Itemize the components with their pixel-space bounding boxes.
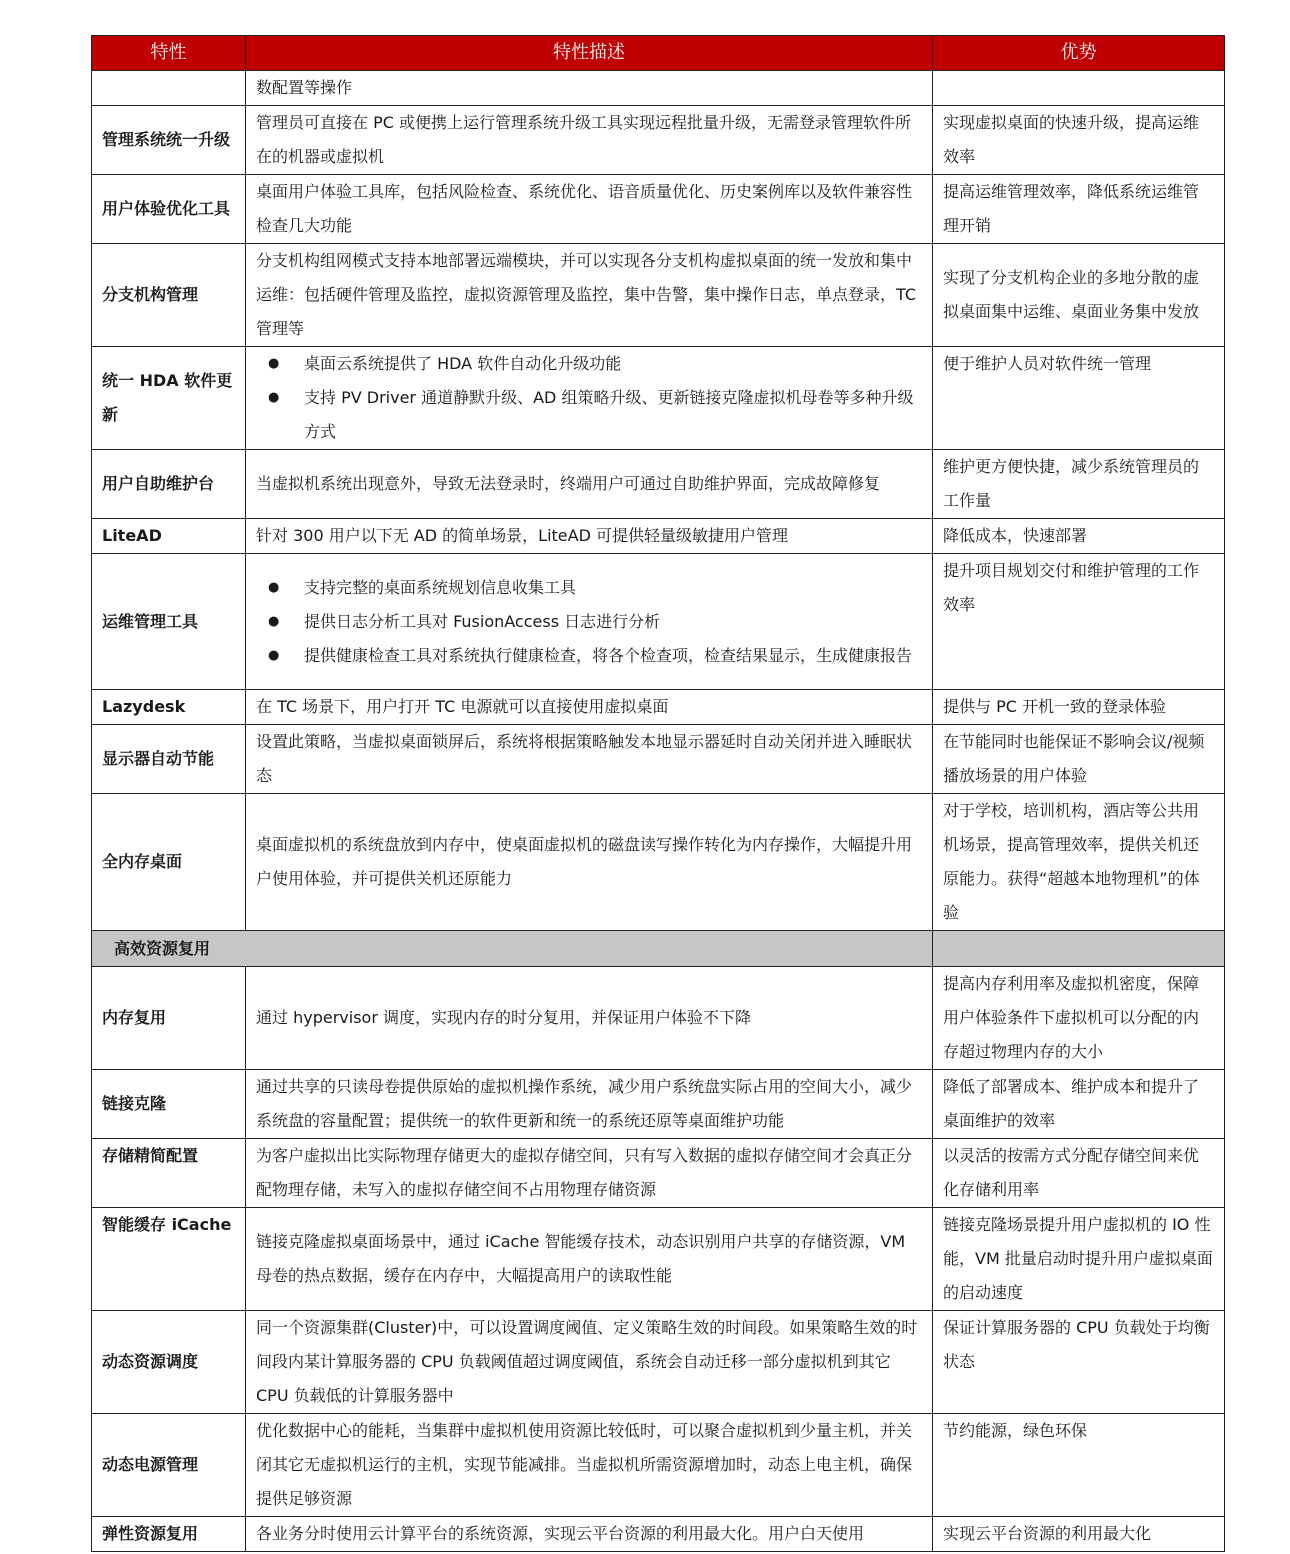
bullet-dot-icon: ●	[268, 390, 280, 405]
advantage-cell: 提高运维管理效率，降低系统运维管理开销	[933, 175, 1225, 244]
feature-cell: 分支机构管理	[92, 244, 246, 347]
advantage-cell: 维护更方便快捷，减少系统管理员的工作量	[933, 450, 1225, 519]
feature-cell: 内存复用	[92, 967, 246, 1070]
bullet-dot-icon: ●	[268, 613, 280, 629]
description-cell: 各业务分时使用云计算平台的系统资源，实现云平台资源的利用最大化。用户白天使用	[246, 1517, 933, 1552]
table-row	[92, 794, 1225, 931]
feature-cell	[92, 71, 246, 106]
bullet-dot-icon: ●	[268, 647, 280, 663]
section-empty-cell	[933, 931, 1225, 967]
table-header-row	[92, 36, 1225, 71]
table-row	[92, 554, 1225, 690]
bullet-dot-icon: ●	[268, 579, 280, 595]
table-row	[92, 1208, 1225, 1311]
feature-cell: 弹性资源复用	[92, 1517, 246, 1552]
table-row	[92, 725, 1225, 794]
feature-cell: 统一 HDA 软件更新	[92, 347, 246, 450]
advantage-cell: 在节能同时也能保证不影响会议/视频播放场景的用户体验	[933, 725, 1225, 794]
bullet-item: ● 支持 PV Driver 通道静默升级、AD 组策略升级、更新链接克隆虚拟机母卷等多种升级方式	[256, 381, 922, 449]
description-cell: 优化数据中心的能耗，当集群中虚拟机使用资源比较低时，可以聚合虚拟机到少量主机，并关闭其它无虚拟机运行的主机，实现节能减排。当虚拟机所需资源增加时，动态上电主机，确保提供足够资源	[246, 1414, 933, 1517]
feature-cell: Lazydesk	[92, 690, 246, 725]
description-cell: 在 TC 场景下，用户打开 TC 电源就可以直接使用虚拟桌面	[246, 690, 933, 725]
feature-cell: 智能缓存 iCache	[92, 1208, 246, 1311]
table-row	[92, 1517, 1225, 1552]
description-cell	[246, 554, 933, 690]
advantage-cell: 提高内存利用率及虚拟机密度，保障用户体验条件下虚拟机可以分配的内存超过物理内存的大小	[933, 967, 1225, 1070]
description-cell: 桌面用户体验工具库，包括风险检查、系统优化、语音质量优化、历史案例库以及软件兼容性检查几大功能	[246, 175, 933, 244]
bullet-item: ● 提供日志分析工具对 FusionAccess 日志进行分析	[256, 605, 922, 639]
feature-table	[91, 35, 1225, 1552]
advantage-cell: 提升项目规划交付和维护管理的工作效率	[933, 554, 1225, 690]
table-row	[92, 71, 1225, 106]
table-row	[92, 244, 1225, 347]
bullet-item: ● 提供健康检查工具对系统执行健康检查，将各个检查项，检查结果显示，生成健康报告	[256, 639, 922, 673]
feature-cell: 存储精简配置	[92, 1139, 246, 1208]
description-cell: 针对 300 用户以下无 AD 的简单场景，LiteAD 可提供轻量级敏捷用户管理	[246, 519, 933, 554]
table-row	[92, 1311, 1225, 1414]
bullet-item: ● 支持完整的桌面系统规划信息收集工具	[256, 571, 922, 605]
advantage-cell: 对于学校，培训机构，酒店等公共用机场景，提高管理效率，提供关机还原能力。获得“超越本地物理机”的体验	[933, 794, 1225, 931]
table-row	[92, 106, 1225, 175]
bullet-item: ● 桌面云系统提供了 HDA 软件自动化升级功能	[256, 347, 922, 381]
advantage-cell	[933, 71, 1225, 106]
table-row	[92, 450, 1225, 519]
advantage-cell: 降低了部署成本、维护成本和提升了桌面维护的效率	[933, 1070, 1225, 1139]
table-row	[92, 175, 1225, 244]
table-row	[92, 519, 1225, 554]
section-header-row	[92, 931, 1225, 967]
feature-cell: 动态资源调度	[92, 1311, 246, 1414]
table-row	[92, 1139, 1225, 1208]
description-cell: 通过共享的只读母卷提供原始的虚拟机操作系统，减少用户系统盘实际占用的空间大小，减少系统盘的容量配置；提供统一的软件更新和统一的系统还原等桌面维护功能	[246, 1070, 933, 1139]
description-cell: 当虚拟机系统出现意外，导致无法登录时，终端用户可通过自助维护界面，完成故障修复	[246, 450, 933, 519]
header-feature: 特性	[92, 36, 246, 71]
header-advantage: 优势	[933, 36, 1225, 71]
table-row	[92, 1414, 1225, 1517]
section-title: 高效资源复用	[92, 931, 933, 967]
description-cell: 链接克隆虚拟桌面场景中，通过 iCache 智能缓存技术，动态识别用户共享的存储资源，VM 母卷的热点数据，缓存在内存中，大幅提高用户的读取性能	[246, 1208, 933, 1311]
description-cell: 通过 hypervisor 调度，实现内存的时分复用，并保证用户体验不下降	[246, 967, 933, 1070]
description-cell	[246, 347, 933, 450]
description-cell: 分支机构组网模式支持本地部署远端模块，并可以实现各分支机构虚拟桌面的统一发放和集中运维：包括硬件管理及监控，虚拟资源管理及监控，集中告警，集中操作日志，单点登录，TC 管理等	[246, 244, 933, 347]
feature-cell: 运维管理工具	[92, 554, 246, 690]
advantage-cell: 降低成本，快速部署	[933, 519, 1225, 554]
advantage-cell: 实现虚拟桌面的快速升级，提高运维效率	[933, 106, 1225, 175]
bullet-list	[256, 347, 922, 449]
description-cell: 设置此策略，当虚拟桌面锁屏后，系统将根据策略触发本地显示器延时自动关闭并进入睡眠状态	[246, 725, 933, 794]
feature-cell: 链接克隆	[92, 1070, 246, 1139]
header-description: 特性描述	[246, 36, 933, 71]
feature-cell: 用户体验优化工具	[92, 175, 246, 244]
advantage-cell: 节约能源，绿色环保	[933, 1414, 1225, 1517]
description-cell: 管理员可直接在 PC 或便携上运行管理系统升级工具实现远程批量升级，无需登录管理软件所在的机器或虚拟机	[246, 106, 933, 175]
advantage-cell: 提供与 PC 开机一致的登录体验	[933, 690, 1225, 725]
feature-cell: 全内存桌面	[92, 794, 246, 931]
table-row	[92, 1070, 1225, 1139]
description-cell: 数配置等操作	[246, 71, 933, 106]
feature-cell: 用户自助维护台	[92, 450, 246, 519]
feature-cell: 显示器自动节能	[92, 725, 246, 794]
feature-cell: 管理系统统一升级	[92, 106, 246, 175]
bullet-dot-icon: ●	[268, 356, 280, 371]
description-cell: 同一个资源集群(Cluster)中，可以设置调度阈值、定义策略生效的时间段。如果策略生效的时间段内某计算服务器的 CPU 负载阈值超过调度阈值，系统会自动迁移一部分虚拟机到其它 CPU 负载低的计算服务器中	[246, 1311, 933, 1414]
advantage-cell: 链接克隆场景提升用户虚拟机的 IO 性能，VM 批量启动时提升用户虚拟桌面的启动速度	[933, 1208, 1225, 1311]
table-row	[92, 347, 1225, 450]
description-cell: 为客户虚拟出比实际物理存储更大的虚拟存储空间，只有写入数据的虚拟存储空间才会真正分配物理存储，未写入的虚拟存储空间不占用物理存储资源	[246, 1139, 933, 1208]
table-row	[92, 967, 1225, 1070]
feature-cell: LiteAD	[92, 519, 246, 554]
advantage-cell: 实现了分支机构企业的多地分散的虚拟桌面集中运维、桌面业务集中发放	[933, 244, 1225, 347]
feature-table-container	[91, 35, 1224, 1552]
advantage-cell: 以灵活的按需方式分配存储空间来优化存储利用率	[933, 1139, 1225, 1208]
bullet-list	[256, 571, 922, 673]
feature-cell: 动态电源管理	[92, 1414, 246, 1517]
advantage-cell: 实现云平台资源的利用最大化	[933, 1517, 1225, 1552]
advantage-cell: 便于维护人员对软件统一管理	[933, 347, 1225, 450]
table-row	[92, 690, 1225, 725]
advantage-cell: 保证计算服务器的 CPU 负载处于均衡状态	[933, 1311, 1225, 1414]
description-cell: 桌面虚拟机的系统盘放到内存中，使桌面虚拟机的磁盘读写操作转化为内存操作，大幅提升用户使用体验，并可提供关机还原能力	[246, 794, 933, 931]
